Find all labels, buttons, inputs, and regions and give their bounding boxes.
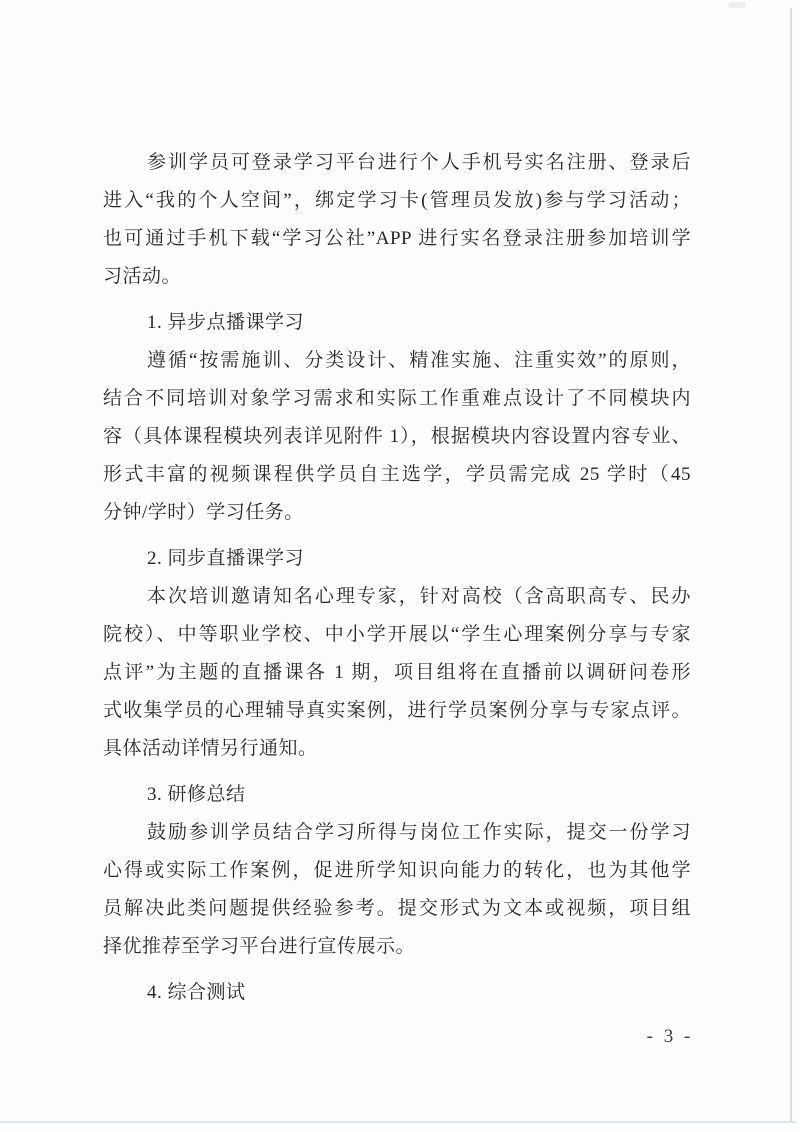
paragraph-2 (103, 342, 691, 532)
body-line: 具体活动详情另行通知。 (103, 738, 318, 759)
body-line: 员解决此类问题提供经验参考。提交形式为文本或视频，项目组 (103, 898, 691, 919)
page-number: - 3 - (646, 1026, 694, 1047)
body-line: 也可通过手机下载“学习公社”APP 进行实名登录注册参加培训学 (103, 228, 691, 249)
body-line: 择优推荐至学习平台进行宣传展示。 (103, 936, 416, 957)
scan-edge-bottom (0, 1121, 796, 1123)
body-line: 形式丰富的视频课程供学员自主选学，学员需完成 25 学时（45 (103, 464, 691, 485)
paragraph-1 (103, 144, 691, 296)
body-line: 鼓励参训学员结合学习所得与岗位工作实际，提交一份学习 (147, 822, 691, 843)
paragraph-3 (103, 578, 691, 768)
body-line: 点评”为主题的直播课各 1 期，项目组将在直播前以调研问卷形 (103, 662, 691, 683)
body-line: 结合不同培训对象学习需求和实际工作重难点设计了不同模块内 (103, 388, 691, 409)
body-line: 遵循“按需施训、分类设计、精准实施、注重实效”的原则， (147, 350, 691, 371)
body-line: 习活动。 (103, 266, 182, 287)
body-line: 分钟/学时）学习任务。 (103, 502, 304, 523)
body-line: 参训学员可登录学习平台进行个人手机号实名注册、登录后 (147, 152, 691, 173)
document-body (103, 144, 691, 1012)
section-heading-4: 4. 综合测试 (147, 982, 246, 1003)
body-line: 本次培训邀请知名心理专家，针对高校（含高职高专、民办 (147, 586, 691, 607)
scan-artifact-smudge (728, 2, 746, 8)
body-line: 院校）、中等职业学校、中小学开展以“学生心理案例分享与专家 (103, 624, 691, 645)
section-heading-2: 2. 同步直播课学习 (147, 548, 305, 569)
body-line: 式收集学员的心理辅导真实案例，进行学员案例分享与专家点评。 (103, 700, 691, 721)
body-line: 容（具体课程模块列表详见附件 1），根据模块内容设置内容专业、 (103, 426, 691, 447)
body-line: 进入“我的个人空间”，绑定学习卡(管理员发放)参与学习活动； (103, 190, 691, 211)
section-heading-1: 1. 异步点播课学习 (147, 312, 305, 333)
scan-edge-right (790, 8, 792, 1121)
section-heading-3: 3. 研修总结 (147, 784, 246, 805)
paragraph-4 (103, 814, 691, 966)
body-line: 心得或实际工作案例，促进所学知识向能力的转化，也为其他学 (103, 860, 691, 881)
